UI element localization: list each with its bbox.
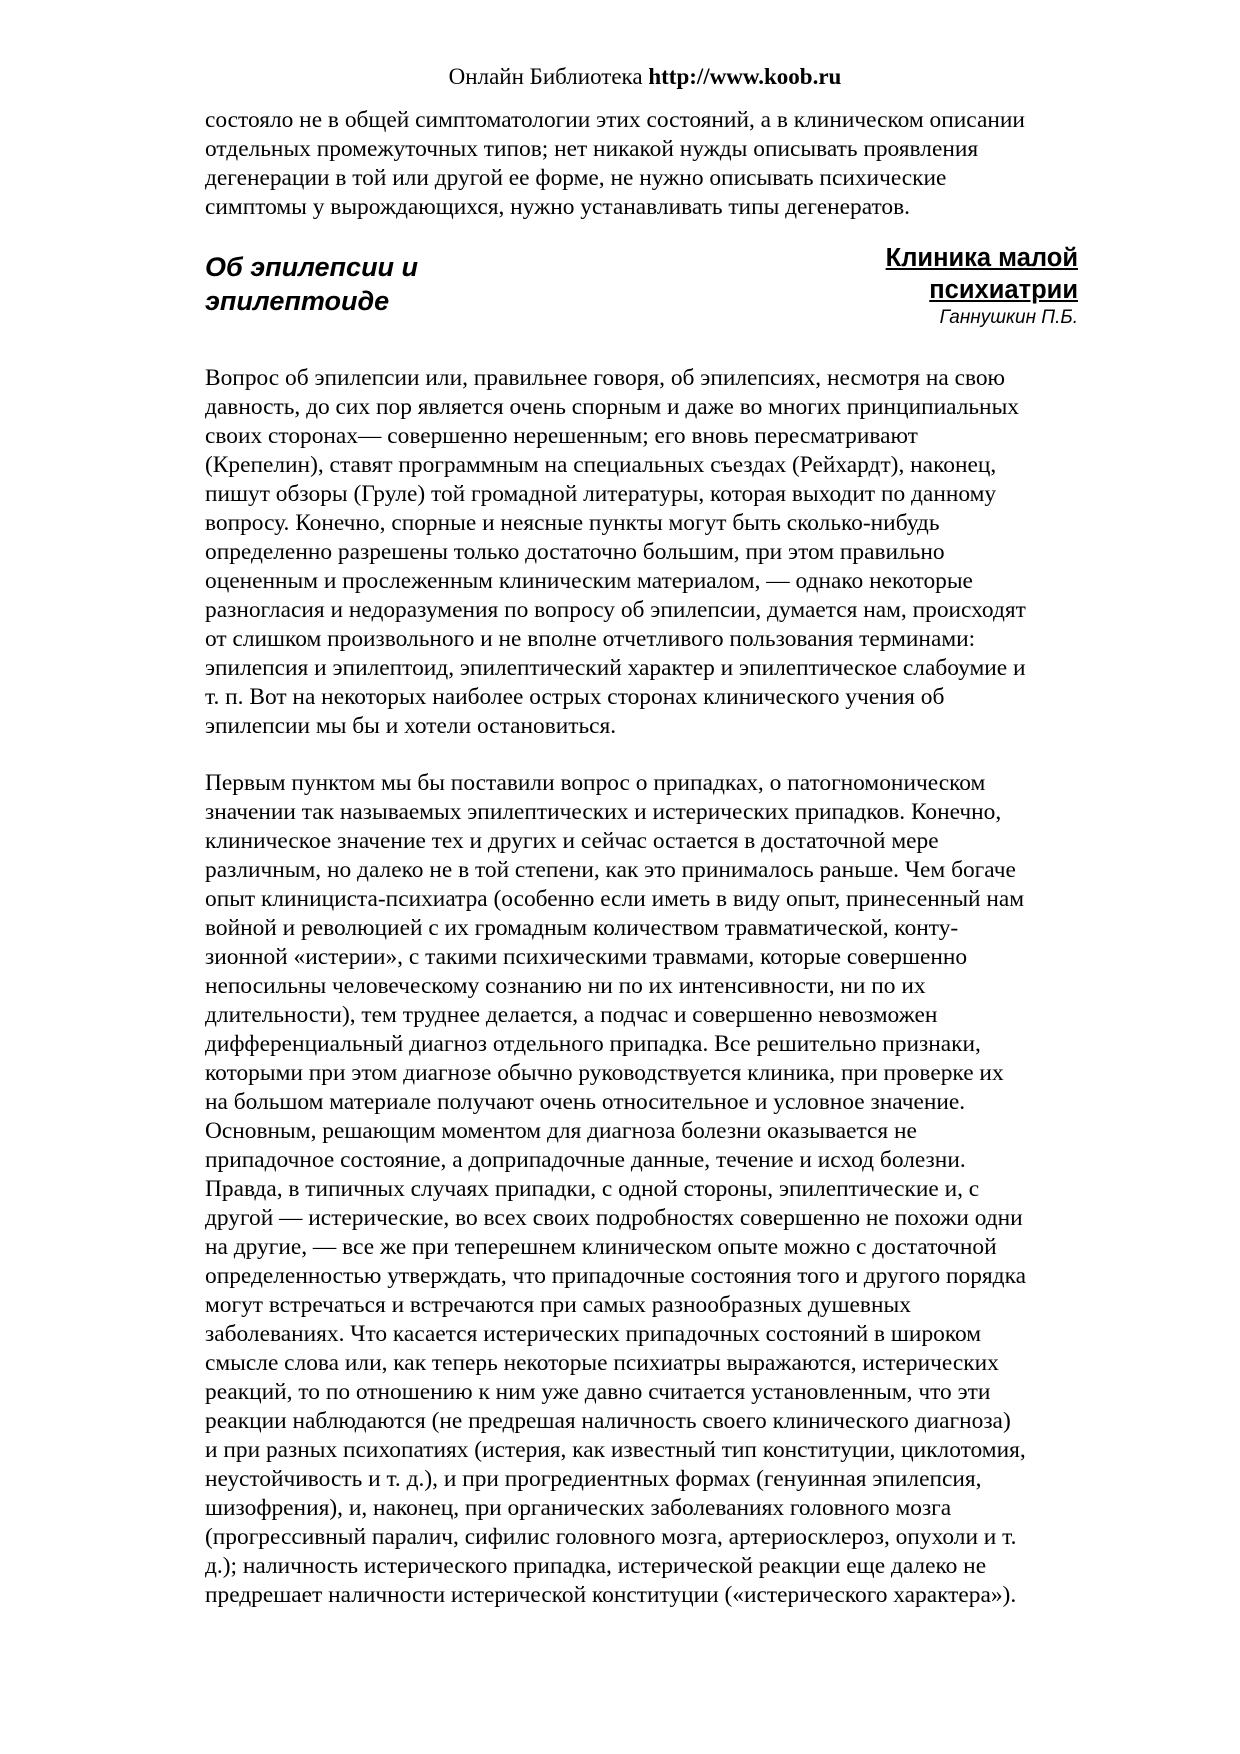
book-info <box>886 242 1078 330</box>
site-url-link[interactable]: http://www.koob.ru <box>648 64 842 89</box>
site-header <box>205 62 1085 92</box>
document-page <box>205 62 1085 1610</box>
section-title: Об эпилепсии и эпилептоиде <box>205 252 419 316</box>
library-label: Онлайн Библиотека <box>448 64 649 89</box>
book-author: Ганнушкин П.Б. <box>939 307 1078 328</box>
book-title: Клиника малой психиатрии <box>885 244 1078 304</box>
body-paragraph-2: Первым пунктом мы бы поставили вопрос о припадках, о патогномоническом значении так называемых эпилептических и истерических припадков. Конечно, клиническое значение тех и других и сейчас остается в достаточной мере различным, но далеко не в той степени, как это принималось раньше. Чем богаче опыт клинициста-психиатра (особенно если иметь в виду опыт, принесенный нам войной и революцией с их громадным количеством травматической, конту- зионной «истерии», с такими психическими травмами, которые совершенно непосильны человеческому сознанию ни по их интенсивности, ни по их длительности), тем труднее делается, а подчас и совершенно невозможен дифференциальный диагноз отдельного припадка. Все решительно признаки, которыми при этом диагнозе обычно руководствуется клиника, при проверке их на большом материале получают очень относительное и условное значение. Основным, решающим моментом для диагноза болезни оказывается не припадочное состояние, а дoприпадочные данные, течение и исход болезни. Правда, в типичных случаях припадки, с одной стороны, эпилептические и, с другой — истерические, во всех своих подробностях совершенно не похожи одни на другие, — все же при теперешнем клиническом опыте можно с достаточной определенностью утверждать, что припадочные состояния того и другого порядка могут встречаться и встречаются при самых разнообразных душевных заболеваниях. Что касается истерических припадочных состояний в широком смысле слова или, как теперь некоторые психиатры выражаются, истерических реакций, то по отношению к ним уже давно считается установленным, что эти реакции наблюдаются (не предрешая наличность своего клинического диагноза) и при разных психопатиях (истерия, как известный тип конституции, циклотомия, неустойчивость и т. д.), и при прогредиентных формах (генуинная эпилепсия, шизофрения), и, наконец, при органических заболеваниях головного мозга (прогрессивный паралич, сифилис головного мозга, артериосклероз, опухоли и т. д.); наличность истерического припадка, истерической реакции еще далеко не предрешает наличности истерической конституции («истерического характера»). <box>205 770 1026 1608</box>
intro-paragraph: состояло не в общей симптоматологии этих состояний, а в клиническом описании отдельных промежуточных типов; нет никакой нужды описывать проявления дегенерации в той или другой ее форме, не нужно описывать психические симптомы у вырождающихся, нужно устанавливать типы дегенератов. <box>205 107 1025 220</box>
paragraph-spacer <box>205 741 1085 769</box>
body-paragraph-1: Вопрос об эпилепсии или, правильнее говоря, об эпилепсиях, несмотря на свою давность, до сих пор является очень спорным и даже во многих принципиальных своих сторонах— совершенно нерешенным; его вновь пересматривают (Крепелин), ставят программным на специальных съездах (Рейхардт), наконец, пишут обзоры (Груле) той громадной литературы, которая выходит по данному вопросу. Конечно, спорные и неясные пункты могут быть сколько-нибудь определенно разрешены только достаточно большим, при этом правильно оцененным и прослеженным клиническим материалом, — однако некоторые разногласия и недоразумения по вопросу об эпилепсии, думается нам, происходят от слишком произвольного и не вполне отчетливого пользования терминами: эпилепсия и эпилептоид, эпилептический характер и эпилептическое слабоумие и т. п. Вот на некоторых наиболее острых сторонах клинического учения об эпилепсии мы бы и хотели остановиться. <box>205 365 1026 739</box>
heading-row <box>205 242 1085 340</box>
